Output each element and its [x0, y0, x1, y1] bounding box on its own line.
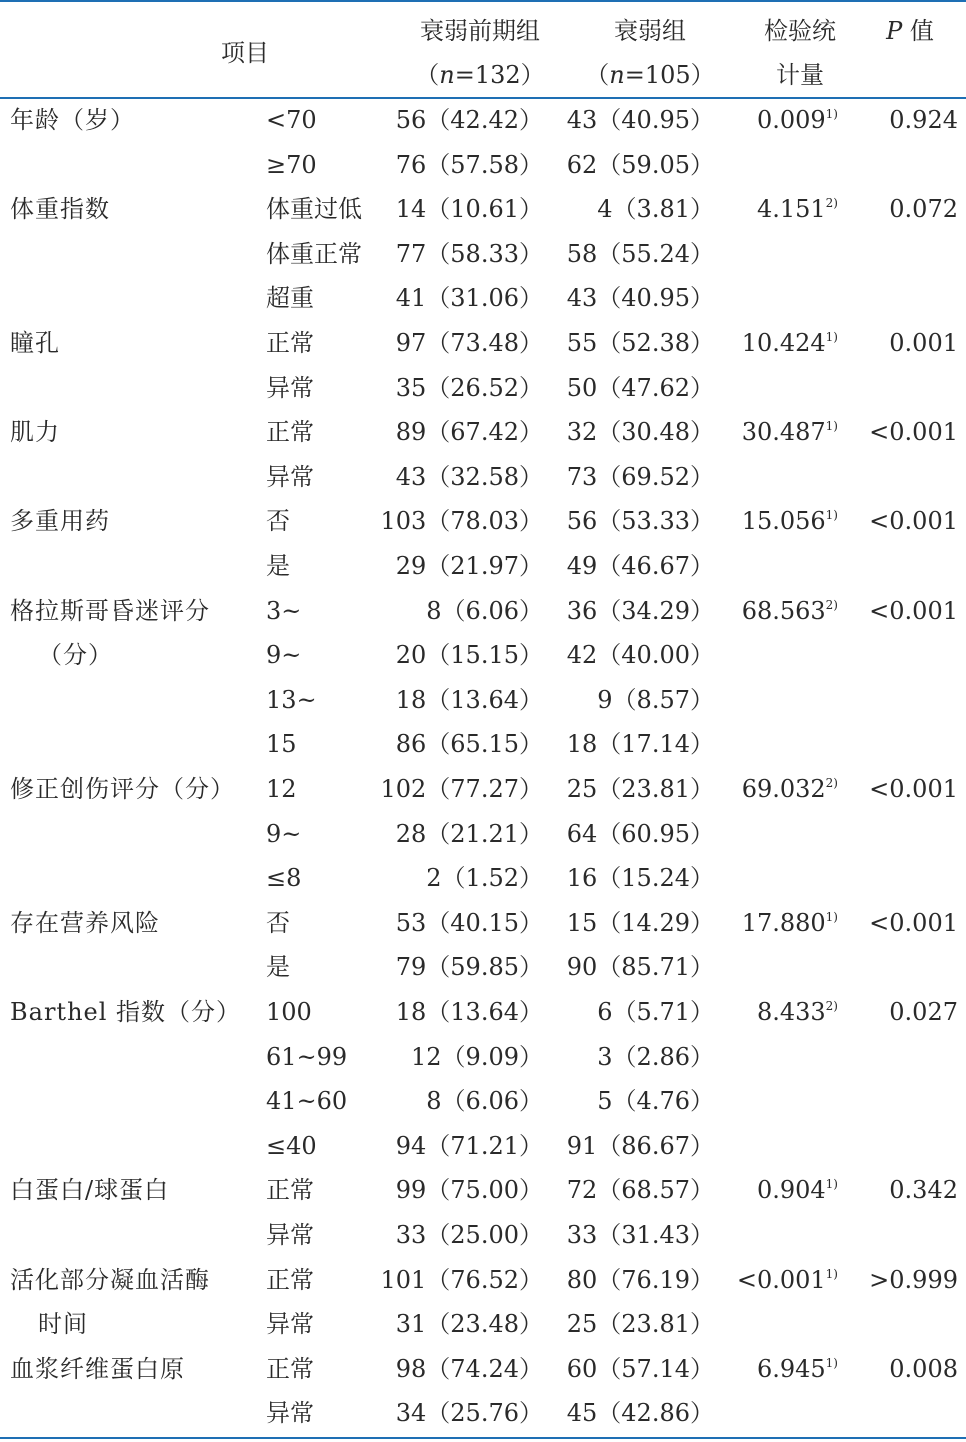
row-item: 格拉斯哥昏迷评分	[10, 596, 210, 625]
row-prefrail-value: 33（25.00）	[395, 1221, 543, 1249]
row-frail-value: 62（59.05）	[566, 150, 714, 179]
row-subcategory: 15	[266, 730, 297, 759]
header-group2-n	[560, 60, 740, 90]
header-group1-title: 衰弱前期组	[420, 17, 540, 45]
row-subcategory: 正常	[266, 1265, 314, 1294]
row-item: 活化部分凝血活酶	[10, 1265, 210, 1294]
row-item: 修正创伤评分（分）	[10, 775, 235, 803]
row-p-value: 0.001	[889, 329, 958, 357]
row-subcategory: 9~	[266, 819, 302, 848]
row-test-statistic-value: 69.032	[741, 775, 826, 803]
row-test-statistic-footnote: 1)	[825, 1266, 838, 1281]
row-test-statistic-footnote: 1)	[825, 1177, 838, 1192]
header-statistic	[740, 16, 860, 90]
header-group1-n-prefix: （	[415, 61, 440, 89]
row-frail-value: 50（47.62）	[566, 373, 714, 402]
table-row	[0, 366, 966, 410]
row-frail-value: 72（68.57）	[566, 1176, 714, 1205]
header-statistic-line1: 检验统	[764, 17, 836, 45]
row-test-statistic-value: 4.151	[756, 195, 826, 224]
header-group2-n-prefix: （	[585, 61, 610, 89]
header-group2-n-symbol: n	[609, 61, 625, 89]
row-test-statistic-value: 68.563	[741, 596, 826, 625]
row-prefrail-value: 8（6.06）	[426, 596, 543, 625]
row-subcategory: ≤8	[266, 864, 302, 893]
row-frail-value: 45（42.86）	[566, 1399, 714, 1428]
table-row	[0, 812, 966, 856]
row-prefrail-value: 77（58.33）	[395, 239, 543, 268]
row-frail-value: 55（52.38）	[566, 329, 714, 357]
row-subcategory: 异常	[266, 373, 314, 402]
row-test-statistic-footnote: 1)	[825, 508, 838, 523]
row-test-statistic	[757, 990, 838, 1034]
row-prefrail-value: 41（31.06）	[395, 284, 543, 313]
row-prefrail-value: 12（9.09）	[411, 1042, 543, 1071]
row-prefrail-value: 2（1.52）	[426, 864, 543, 893]
header-group1	[385, 16, 575, 90]
row-frail-value: 64（60.95）	[566, 819, 714, 848]
row-item: 年龄（岁）	[10, 106, 135, 134]
header-p-symbol: P	[886, 17, 903, 45]
row-p-value: 0.342	[889, 1176, 958, 1205]
row-test-statistic	[742, 499, 838, 543]
table-row	[0, 633, 966, 677]
row-frail-value: 18（17.14）	[566, 730, 714, 759]
table-row	[0, 856, 966, 900]
row-prefrail-value: 31（23.48）	[395, 1310, 543, 1339]
row-subcategory: 异常	[266, 1310, 314, 1339]
table-row	[0, 901, 966, 945]
row-test-statistic-value: 8.433	[756, 998, 826, 1026]
header-p-label: 值	[902, 17, 934, 45]
table-header	[0, 0, 966, 98]
header-group2	[560, 16, 740, 90]
row-prefrail-value: 79（59.85）	[395, 953, 543, 982]
row-p-value: 0.072	[889, 195, 958, 224]
table-row	[0, 232, 966, 276]
row-prefrail-value: 8（6.06）	[426, 1087, 543, 1116]
row-prefrail-value: 18（13.64）	[395, 998, 543, 1026]
row-p-value: <0.001	[869, 908, 958, 937]
row-test-statistic-value: 30.487	[741, 418, 826, 447]
row-test-statistic	[742, 321, 838, 365]
row-subcategory: 100	[266, 998, 312, 1026]
row-subcategory: 13~	[266, 685, 317, 714]
header-statistic-line2: 计量	[776, 61, 824, 89]
row-subcategory: 9~	[266, 641, 302, 670]
row-prefrail-value: 89（67.42）	[395, 418, 543, 447]
row-test-statistic-footnote: 2)	[825, 196, 838, 211]
row-frail-value: 25（23.81）	[566, 1310, 714, 1339]
row-subcategory: 体重过低	[266, 195, 362, 224]
table-row	[0, 410, 966, 454]
row-prefrail-value: 28（21.21）	[395, 819, 543, 848]
row-item: Barthel 指数（分）	[10, 998, 242, 1026]
row-item: 白蛋白/球蛋白	[10, 1176, 170, 1205]
row-frail-value: 9（8.57）	[597, 685, 714, 714]
table-row	[0, 98, 966, 142]
row-test-statistic-footnote: 1)	[825, 330, 838, 344]
row-test-statistic-value: 15.056	[741, 507, 826, 536]
table-row	[0, 1079, 966, 1123]
row-p-value: 0.008	[889, 1354, 958, 1383]
row-p-value: >0.999	[869, 1265, 958, 1294]
row-p-value: 0.027	[889, 998, 958, 1026]
row-prefrail-value: 34（25.76）	[395, 1399, 543, 1428]
table-row	[0, 945, 966, 989]
row-test-statistic-footnote: 1)	[825, 909, 838, 924]
row-frail-value: 42（40.00）	[566, 641, 714, 670]
row-item: （分）	[38, 641, 113, 670]
row-test-statistic	[737, 1258, 838, 1302]
row-subcategory: 异常	[266, 1399, 314, 1428]
row-subcategory: 正常	[266, 1176, 314, 1205]
row-frail-value: 4（3.81）	[597, 195, 714, 224]
row-prefrail-value: 99（75.00）	[395, 1176, 543, 1205]
row-frail-value: 58（55.24）	[566, 239, 714, 268]
row-frail-value: 43（40.95）	[566, 106, 714, 134]
row-prefrail-value: 102（77.27）	[380, 775, 543, 803]
header-group1-n	[385, 60, 575, 90]
row-item: 瞳孔	[10, 329, 60, 357]
table-row	[0, 1347, 966, 1391]
row-item: 时间	[38, 1310, 88, 1339]
row-frail-value: 90（85.71）	[566, 953, 714, 982]
row-frail-value: 3（2.86）	[597, 1042, 714, 1071]
row-test-statistic	[757, 1168, 838, 1212]
row-frail-value: 5（4.76）	[597, 1087, 714, 1116]
table-row	[0, 455, 966, 499]
row-subcategory: ≥70	[266, 150, 317, 179]
row-p-value: <0.001	[869, 775, 958, 803]
row-prefrail-value: 101（76.52）	[380, 1265, 543, 1294]
row-test-statistic-value: 17.880	[741, 908, 826, 937]
table-row	[0, 1168, 966, 1212]
row-subcategory: 3~	[266, 596, 302, 625]
row-test-statistic	[742, 589, 838, 633]
row-frail-value: 25（23.81）	[566, 775, 714, 803]
row-test-statistic-value: <0.001	[736, 1265, 826, 1294]
row-subcategory: 正常	[266, 329, 314, 357]
row-subcategory: 体重正常	[266, 239, 362, 268]
row-frail-value: 36（34.29）	[566, 596, 714, 625]
row-frail-value: 56（53.33）	[566, 507, 714, 536]
row-subcategory: <70	[266, 106, 317, 134]
table-row	[0, 1391, 966, 1435]
row-subcategory: 61~99	[266, 1042, 348, 1071]
row-prefrail-value: 53（40.15）	[395, 908, 543, 937]
row-prefrail-value: 98（74.24）	[395, 1354, 543, 1383]
table-row	[0, 990, 966, 1034]
row-prefrail-value: 29（21.97）	[395, 552, 543, 580]
header-group2-title: 衰弱组	[614, 17, 686, 45]
header-item	[195, 38, 295, 68]
row-test-statistic	[742, 410, 838, 454]
row-subcategory: 是	[266, 953, 290, 982]
row-subcategory: 12	[266, 775, 297, 803]
table-row	[0, 544, 966, 588]
row-test-statistic-footnote: 2)	[825, 999, 838, 1013]
table-row	[0, 276, 966, 320]
row-prefrail-value: 43（32.58）	[395, 462, 543, 491]
row-frail-value: 80（76.19）	[566, 1265, 714, 1294]
row-p-value: <0.001	[869, 418, 958, 447]
table-row	[0, 143, 966, 187]
row-test-statistic	[757, 1347, 838, 1391]
header-p-value	[865, 16, 955, 46]
row-subcategory: 是	[266, 552, 290, 580]
row-test-statistic-value: 6.945	[756, 1354, 826, 1383]
row-item: 多重用药	[10, 507, 110, 536]
row-prefrail-value: 14（10.61）	[395, 195, 543, 224]
row-subcategory: 否	[266, 507, 290, 536]
row-p-value: 0.924	[889, 106, 958, 134]
table-row	[0, 321, 966, 365]
row-frail-value: 15（14.29）	[566, 908, 714, 937]
row-subcategory: 异常	[266, 462, 314, 491]
table-bottom-rule	[0, 1437, 966, 1439]
row-subcategory: ≤40	[266, 1131, 317, 1160]
header-group2-n-value: =105）	[624, 61, 715, 89]
header-group1-n-symbol: n	[439, 61, 455, 89]
table-row	[0, 589, 966, 633]
table-row	[0, 1035, 966, 1079]
row-frail-value: 33（31.43）	[566, 1221, 714, 1249]
row-prefrail-value: 20（15.15）	[395, 641, 543, 670]
row-frail-value: 91（86.67）	[566, 1131, 714, 1160]
row-frail-value: 73（69.52）	[566, 462, 714, 491]
row-prefrail-value: 86（65.15）	[395, 730, 543, 759]
row-test-statistic	[757, 98, 838, 142]
row-prefrail-value: 76（57.58）	[395, 150, 543, 179]
row-frail-value: 60（57.14）	[566, 1354, 714, 1383]
row-frail-value: 32（30.48）	[566, 418, 714, 447]
row-prefrail-value: 94（71.21）	[395, 1131, 543, 1160]
row-frail-value: 6（5.71）	[597, 998, 714, 1026]
row-test-statistic-footnote: 1)	[825, 419, 838, 434]
row-test-statistic	[757, 187, 838, 231]
row-test-statistic-footnote: 2)	[825, 776, 838, 790]
table-row	[0, 1302, 966, 1346]
row-item: 肌力	[10, 418, 60, 447]
table-row	[0, 767, 966, 811]
row-subcategory: 正常	[266, 1354, 314, 1383]
row-prefrail-value: 18（13.64）	[395, 685, 543, 714]
row-test-statistic-footnote: 1)	[825, 1355, 838, 1370]
row-test-statistic-footnote: 1)	[825, 107, 838, 121]
header-group1-n-value: =132）	[454, 61, 545, 89]
row-prefrail-value: 35（26.52）	[395, 373, 543, 402]
row-item: 体重指数	[10, 195, 110, 224]
row-test-statistic	[742, 767, 838, 811]
row-p-value: <0.001	[869, 596, 958, 625]
table-row	[0, 678, 966, 722]
table-row	[0, 722, 966, 766]
row-frail-value: 16（15.24）	[566, 864, 714, 893]
row-item: 存在营养风险	[10, 908, 160, 937]
row-subcategory: 异常	[266, 1221, 314, 1249]
row-subcategory: 正常	[266, 418, 314, 447]
row-subcategory: 否	[266, 908, 290, 937]
row-test-statistic-footnote: 2)	[825, 597, 838, 612]
table-row	[0, 1213, 966, 1257]
row-frail-value: 43（40.95）	[566, 284, 714, 313]
row-frail-value: 49（46.67）	[566, 552, 714, 580]
row-test-statistic-value: 10.424	[741, 329, 826, 357]
header-item-label: 项目	[221, 39, 269, 67]
row-prefrail-value: 103（78.03）	[380, 507, 543, 536]
row-subcategory: 超重	[266, 284, 314, 313]
row-test-statistic	[742, 901, 838, 945]
table-row	[0, 499, 966, 543]
row-item: 血浆纤维蛋白原	[10, 1354, 185, 1383]
row-prefrail-value: 97（73.48）	[395, 329, 543, 357]
table-row	[0, 187, 966, 231]
row-p-value: <0.001	[869, 507, 958, 536]
table-row	[0, 1258, 966, 1302]
row-test-statistic-value: 0.904	[756, 1176, 826, 1205]
row-subcategory: 41~60	[266, 1087, 348, 1116]
row-prefrail-value: 56（42.42）	[395, 106, 543, 134]
table-row	[0, 1124, 966, 1168]
row-test-statistic-value: 0.009	[756, 106, 826, 134]
